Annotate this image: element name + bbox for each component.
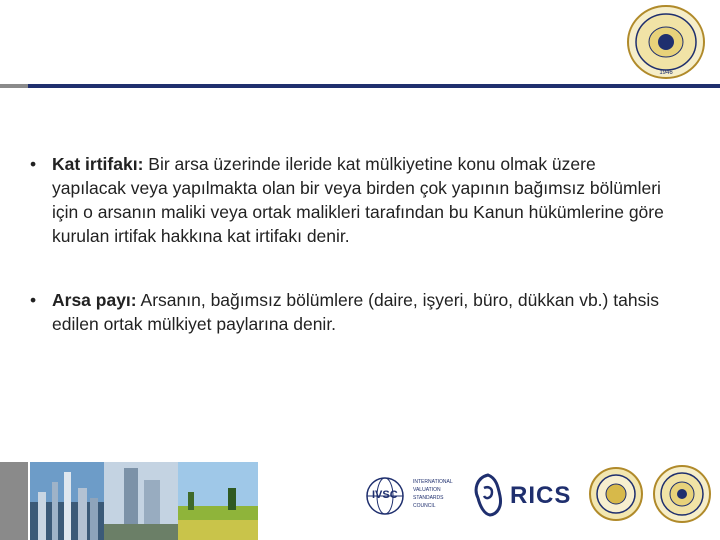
footer-gray-bar xyxy=(0,462,28,540)
bullet-arsa-payi xyxy=(30,288,670,336)
bullet-term: Kat irtifakı: xyxy=(52,154,144,174)
ivsc-label: IVSC xyxy=(372,489,398,501)
rics-logo xyxy=(470,472,580,522)
bullet-text: Arsanın, bağımsız bölümlere (daire, işyeri, büro, dükkan vb.) tahsis edilen ortak mülkiyet paylarına denir. xyxy=(52,290,659,334)
bullet-kat-irtifaki xyxy=(30,152,670,248)
bullet-term: Arsa payı: xyxy=(52,290,137,310)
svg-text:1946: 1946 xyxy=(659,70,673,76)
tower-image xyxy=(104,462,178,540)
ivsc-text: INTERNATIONAL VALUATION STANDARDS COUNCIL xyxy=(413,479,453,509)
bullet-text: Bir arsa üzerinde ileride kat mülkiyetine konu olmak üzere yapılacak veya yapılmakta olan bir veya birden çok yapının bağımsız bölümleri için o arsanın maliki veya ortak malikleri tarafından bu Kanun hükümlerine göre kurulan irtifak hakkına kat irtifakı denir. xyxy=(52,154,664,246)
field-image xyxy=(178,462,258,540)
ivsc-logo xyxy=(365,476,461,520)
slide-content xyxy=(30,152,670,376)
university-seal-icon xyxy=(626,4,706,80)
rics-label: RICS xyxy=(510,482,572,509)
bullet-dot: • xyxy=(30,290,37,310)
university-seal-footer-icon xyxy=(652,464,712,524)
city-skyline-image xyxy=(30,462,104,540)
bullet-dot: • xyxy=(30,154,37,174)
header-rule xyxy=(28,84,720,88)
header-gray-bar xyxy=(0,84,28,88)
rics-lion-icon xyxy=(470,472,506,518)
partner-seal-icon xyxy=(588,466,644,522)
